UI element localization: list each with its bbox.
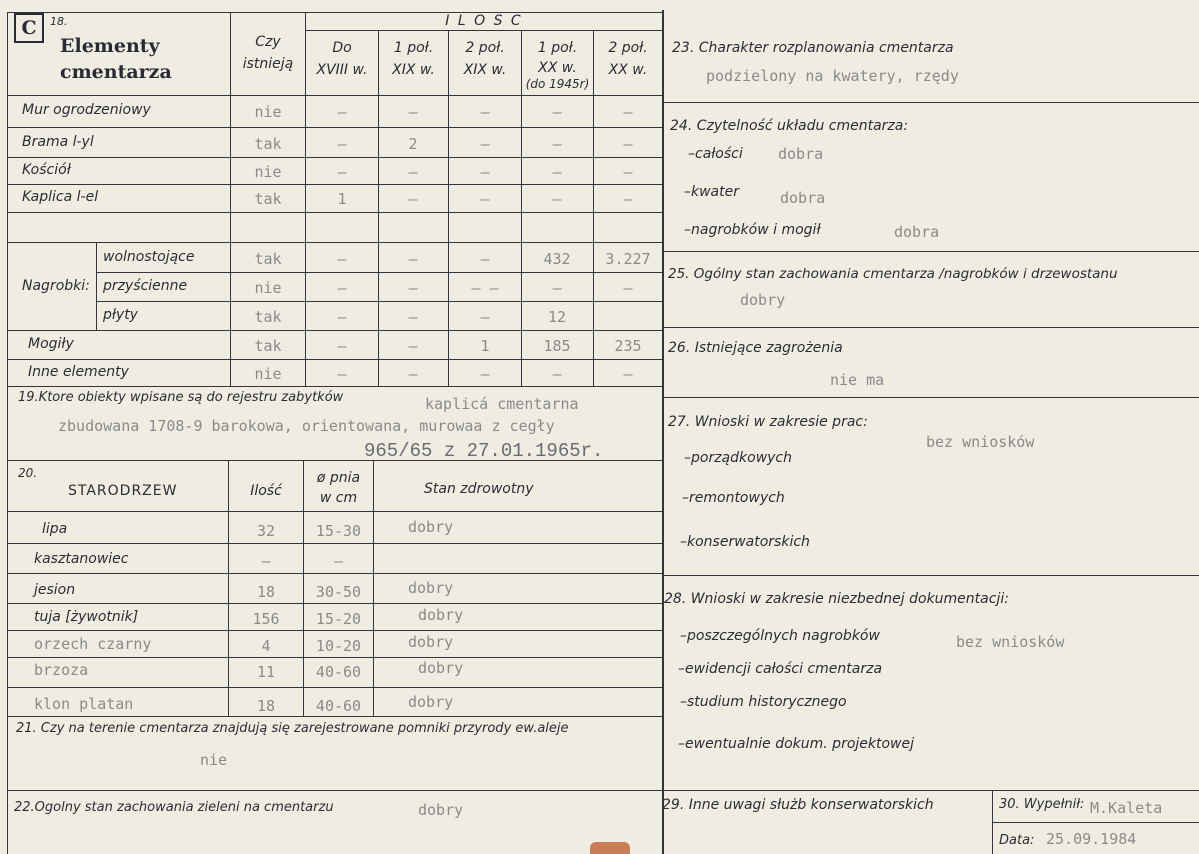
- element-row-count: –: [480, 365, 490, 383]
- element-row-count: –: [623, 190, 633, 208]
- section-24-label: 24. Czytelność układu cmentarza:: [670, 118, 909, 134]
- tree-row-name: jesion: [34, 582, 76, 598]
- section-21-value: nie: [200, 751, 228, 769]
- element-row-count: 185: [543, 337, 571, 355]
- section-18-title-line2: cmentarza: [60, 61, 172, 83]
- tree-row-ilosc: 11: [256, 663, 276, 681]
- element-row-label: Kościół: [22, 162, 71, 178]
- s24-item-calosci: –całości: [688, 146, 743, 162]
- element-row-count: –: [480, 250, 490, 268]
- col-line-2pol20: [593, 30, 594, 386]
- section-23-label: 23. Charakter rozplanowania cmentarza: [672, 40, 954, 56]
- section-30-date-value: 25.09.1984: [1046, 830, 1137, 848]
- s27-item-porzadkowych: –porządkowych: [684, 450, 793, 466]
- element-row-count: 235: [614, 337, 642, 355]
- tree-row-condition: dobry: [408, 518, 454, 536]
- element-row-count: –: [552, 163, 562, 181]
- element-row-count: 2: [408, 135, 418, 153]
- col-ilosc-header: I L O S C: [445, 13, 523, 29]
- s20-col-pnia: [373, 460, 374, 716]
- element-row-count: –: [337, 365, 347, 383]
- section-22-value: dobry: [418, 801, 464, 819]
- element-row-exists: nie: [254, 279, 282, 297]
- s28-item-nagrobkow: –poszczególnych nagrobków: [680, 628, 880, 644]
- element-row-count: –: [552, 135, 562, 153]
- section-26-value: nie ma: [830, 371, 885, 389]
- section-27-value: bez wniosków: [926, 433, 1035, 451]
- col-line-2pol19: [448, 30, 449, 386]
- tree-row-condition: dobry: [418, 659, 464, 677]
- tree-row-pnia: 15-30: [315, 522, 362, 540]
- element-row-count: –: [337, 250, 347, 268]
- element-row-count: –: [480, 103, 490, 121]
- tree-row-pnia: 40-60: [315, 663, 362, 681]
- tree-row-condition: dobry: [408, 579, 454, 597]
- nagrobki-label: Nagrobki:: [22, 278, 90, 294]
- col-do-l2: XVIII w.: [316, 62, 368, 78]
- s27-item-konserwatorskich: –konserwatorskich: [680, 534, 810, 550]
- element-row-count: –: [552, 103, 562, 121]
- tree-row-ilosc: 18: [256, 697, 276, 715]
- section-30-value: M.Kaleta: [1090, 799, 1163, 817]
- section-19-line2: zbudowana 1708-9 barokowa, orientowana, murowaa z cegły: [58, 417, 555, 435]
- section-26-label: 26. Istniejące zagrożenia: [668, 340, 843, 356]
- element-row-label: wolnostojące: [103, 249, 195, 265]
- tree-row-ilosc: 32: [256, 522, 276, 540]
- col-2pol19-l1: 2 poł.: [465, 40, 505, 56]
- col-2pol19-l2: XIX w.: [463, 62, 507, 78]
- tree-row-name: kasztanowiec: [34, 551, 129, 567]
- element-row-count: –: [623, 279, 633, 297]
- element-row-count: –: [408, 250, 418, 268]
- element-row-count: –: [337, 279, 347, 297]
- col-1pol20-l3: (do 1945r): [525, 77, 590, 91]
- element-row-label: Inne elementy: [28, 364, 129, 380]
- s24-value-kwater: dobra: [780, 189, 826, 207]
- s20-col-name: STARODRZEW: [68, 483, 178, 499]
- s20-col-ilosc-h: Ilość: [250, 483, 282, 499]
- section-25-label: 25. Ogólny stan zachowania cmentarza /nagrobków i drzewostanu: [668, 266, 1118, 282]
- col-czy-l1: Czy: [255, 34, 281, 50]
- element-row-count: –: [623, 163, 633, 181]
- element-row-exists: nie: [254, 163, 282, 181]
- col-1pol20-l2: XX w.: [538, 60, 577, 76]
- element-row-count: –: [623, 365, 633, 383]
- section-29-label: 29. Inne uwagi służb konserwatorskich: [662, 797, 934, 813]
- section-20-number: 20.: [18, 466, 38, 480]
- element-row-count: –: [623, 103, 633, 121]
- col-1pol19-l1: 1 poł.: [393, 40, 434, 56]
- element-row-count: –: [480, 308, 490, 326]
- tree-row-name: orzech czarny: [34, 635, 152, 653]
- s28-item-projektowej: –ewentualnie dokum. projektowej: [678, 736, 915, 752]
- s27-item-remontowych: –remontowych: [682, 490, 785, 506]
- element-row-count: –: [623, 135, 633, 153]
- section-19-line1: kaplicá cmentarna: [425, 395, 579, 413]
- nagrobki-split: [96, 242, 97, 330]
- tree-row-pnia: 30-50: [315, 583, 362, 601]
- element-row-count: 12: [547, 308, 567, 326]
- section-19-register-stamp: 965/65 z 27.01.1965r.: [364, 440, 604, 462]
- tree-row-name: lipa: [42, 521, 68, 537]
- s20-col-stan-h: Stan zdrowotny: [424, 481, 534, 497]
- tree-row-condition: dobry: [418, 606, 464, 624]
- element-row-count: –: [408, 103, 418, 121]
- s30-data-line: [992, 822, 1199, 823]
- col-1pol19-l2: XIX w.: [392, 62, 435, 78]
- element-row-count: –: [480, 135, 490, 153]
- s20-col-pnia-l1: ø pnia: [316, 470, 361, 486]
- section-28-label: 28. Wnioski w zakresie niezbednej dokumentacji:: [664, 591, 1009, 607]
- tree-row-name: klon platan: [34, 695, 134, 713]
- col-line-1pol19: [378, 30, 379, 386]
- element-row-count: –: [480, 190, 490, 208]
- element-row-count: 1: [337, 190, 347, 208]
- element-row-count: –: [337, 337, 347, 355]
- element-row-count: –: [480, 163, 490, 181]
- element-row-count: –: [552, 279, 562, 297]
- ink-stain: [590, 842, 630, 854]
- element-row-count: –: [408, 308, 418, 326]
- tree-row-pnia: –: [333, 552, 344, 570]
- s24-value-nagrobkow: dobra: [894, 223, 940, 241]
- section-28-value: bez wniosków: [956, 633, 1065, 651]
- s20-col-pnia-l2: w cm: [319, 490, 358, 506]
- col-2pol20-l2: XX w.: [608, 62, 648, 78]
- tree-row-ilosc: 4: [261, 637, 271, 655]
- section-19-label: 19.Ktore obiekty wpisane są do rejestru zabytków: [18, 390, 344, 405]
- tree-row-pnia: 10-20: [315, 637, 362, 655]
- ilosc-underline: [305, 30, 662, 31]
- element-row-count: –: [408, 365, 418, 383]
- col-1pol20-l1: 1 poł.: [537, 40, 578, 56]
- element-row-count: –: [408, 337, 418, 355]
- element-row-label: Mur ogrodzeniowy: [22, 102, 151, 118]
- element-row-count: – –: [471, 279, 499, 297]
- element-row-exists: tak: [254, 190, 282, 208]
- s24-item-nagrobkow: –nagrobków i mogił: [684, 222, 821, 238]
- left-border: [7, 12, 8, 854]
- section-27-label: 27. Wnioski w zakresie prac:: [668, 414, 868, 430]
- element-row-count: –: [552, 190, 562, 208]
- tree-row-ilosc: 156: [252, 610, 280, 628]
- element-row-label: Mogiły: [28, 336, 74, 352]
- element-row-exists: tak: [254, 250, 282, 268]
- s24-item-kwater: –kwater: [684, 184, 739, 200]
- col-2pol20-l1: 2 poł.: [608, 40, 648, 56]
- tree-row-ilosc: –: [261, 552, 271, 570]
- section-21-label: 21. Czy na terenie cmentarza znajdują się zarejestrowane pomniki przyrody ew.aleje: [16, 721, 569, 736]
- tree-row-condition: dobry: [408, 633, 454, 651]
- element-row-count: 1: [480, 337, 490, 355]
- element-row-label: Brama l-yl: [22, 134, 94, 150]
- section-25-value: dobry: [740, 291, 786, 309]
- element-row-count: –: [337, 103, 347, 121]
- card-letter: C: [14, 13, 44, 43]
- tree-row-pnia: 15-20: [315, 610, 362, 628]
- element-row-count: –: [408, 190, 418, 208]
- element-row-count: –: [408, 163, 418, 181]
- element-row-count: –: [337, 163, 347, 181]
- element-row-label: przyścienne: [103, 278, 188, 294]
- element-row-count: 3.227: [605, 250, 651, 268]
- tree-row-name: brzoza: [34, 661, 89, 679]
- element-row-count: –: [408, 279, 418, 297]
- element-row-exists: tak: [254, 135, 282, 153]
- col-do-l1: Do: [332, 40, 352, 56]
- section-22-label: 22.Ogolny stan zachowania zieleni na cmentarzu: [14, 800, 334, 815]
- element-row-label: płyty: [103, 307, 138, 323]
- element-row-label: Kaplica l-el: [22, 189, 99, 205]
- col-czy-l2: istnieją: [242, 56, 294, 72]
- section-30-date-label: Data:: [999, 833, 1035, 848]
- element-row-exists: nie: [254, 365, 282, 383]
- s28-item-studium: –studium historycznego: [680, 694, 847, 710]
- s28-item-ewidencji: –ewidencji całości cmentarza: [678, 661, 883, 677]
- element-row-exists: tak: [254, 337, 282, 355]
- element-row-count: –: [337, 135, 347, 153]
- element-row-count: –: [337, 308, 347, 326]
- tree-row-ilosc: 18: [256, 583, 276, 601]
- element-row-exists: nie: [254, 103, 282, 121]
- tree-row-condition: dobry: [408, 693, 454, 711]
- section-30-label: 30. Wypełnił:: [999, 797, 1085, 812]
- section-18-title-line1: Elementy: [60, 35, 160, 57]
- element-row-count: –: [552, 365, 562, 383]
- section-18-number: 18.: [50, 15, 68, 28]
- section-23-value: podzielony na kwatery, rzędy: [706, 67, 959, 85]
- tree-row-pnia: 40-60: [315, 697, 362, 715]
- element-row-count: 432: [543, 250, 571, 268]
- s24-value-calosci: dobra: [778, 145, 824, 163]
- tree-row-name: tuja [żywotnik]: [34, 609, 139, 625]
- element-row-exists: tak: [254, 308, 282, 326]
